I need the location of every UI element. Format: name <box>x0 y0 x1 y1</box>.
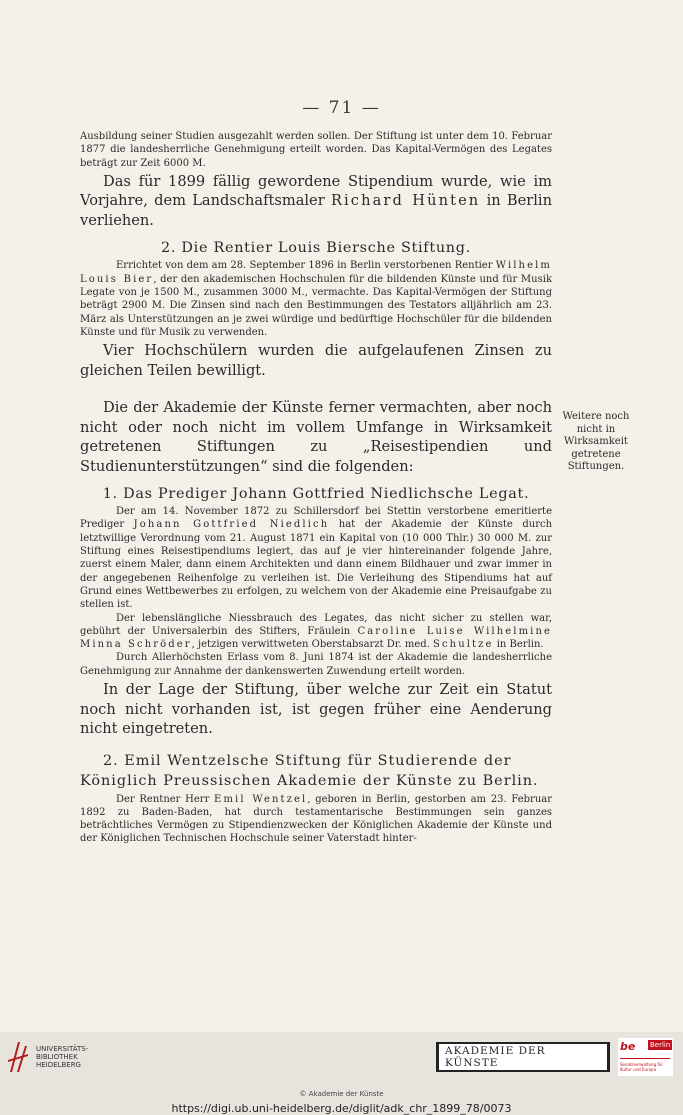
page-number: — 71 — <box>302 98 381 118</box>
paragraph-4: Vier Hochschülern wurden die aufgelaufenen Zinsen zu gleichen Teilen bewilligt. <box>80 342 552 379</box>
permalink-url[interactable]: https://digi.ub.uni-heidelberg.de/diglit/adk_chr_1899_78/0073 <box>171 1102 512 1115</box>
akademie-logo[interactable]: AKADEMIE DER KÜNSTE <box>436 1042 610 1072</box>
logo-divider <box>620 1058 670 1059</box>
paragraph-9: In der Lage der Stiftung, über welche zur Zeit ein Statut noch nicht vorhanden ist, ist gegen früher eine Aenderung nicht eingetreten. <box>80 681 552 738</box>
spacer <box>80 380 552 396</box>
heading-wentzel-stiftung: 2. Emil Wentzelsche Stiftung für Studierende der Königlich Preussischen Akademie der Künste zu Berlin. <box>80 752 539 789</box>
person-name: Johann Gottfried Niedlich <box>133 519 330 531</box>
heading-bier-stiftung: 2. Die Rentier Louis Biersche Stiftung. <box>161 240 471 257</box>
paragraph-3: Errichtet von dem am 28. September 1896 in Berlin verstorbenen Rentier Wilhelm Louis Bier, der den akademischen Hochschulen für die bildenden Künste und für Musik Legate von je 1500 M., zusammen 3000 M., vermachte. Das Kapital-Vermögen der Stiftung beträgt 2900 M. Die Zinsen sind nach den Bestimmungen des Testators alljährlich am 23. März als Unterstützungen an je zwei würdige und bedürftige Hochschüler für die bildenden Künste und für Musik zu verwenden. <box>80 260 552 338</box>
person-name: Emil Wentzel <box>214 793 308 805</box>
berlin-senate-logo[interactable]: be Berlin Senatsverwaltung für Kultur und Europa <box>618 1038 673 1076</box>
person-name: Wilhelm Louis Bier <box>80 260 552 285</box>
heading-niedlich-legat: 1. Das Prediger Johann Gottfried Niedlichsche Legat. <box>102 486 530 503</box>
paragraph-6: Der am 14. November 1872 zu Schillersdorf bei Stettin verstorbene emeritierte Prediger Johann Gottfried Niedlich hat der Akademie der Künste durch letztwillige Verordnung vom 21. August 1871 ein Kapital von (10 000 Thlr.) 30 000 M. zur Stiftung eines Reisestipendiums legiert, das auf je vier hintereinander folgende Jahre, zuerst einem Maler, dann einem Architekten und dann einem Bildhauer und zwar immer in der angegebenen Reihenfolge zu verleihen ist. Die Verleihung des Stipendiums hat auf Grund eines Wettbewerbes zu erfolgen, zu welchem von der Akademie eine Preisaufgabe zu stellen ist. <box>80 506 553 611</box>
ub-heidelberg-logo[interactable] <box>8 1040 88 1074</box>
person-name: Richard Hünten <box>330 192 481 210</box>
person-name: Schultze <box>433 639 494 651</box>
person-name: Caroline Luise Wilhelmine Minna Schröder <box>80 625 553 651</box>
viewer-footer <box>0 1032 683 1115</box>
paragraph-7: Der lebenslängliche Niessbrauch des Legates, das nicht sicher zu stellen war, gebührt der Universalerbin des Stifters, Fräulein Caroline Luise Wilhelmine Minna Schröder, jetzigen verwittweten Oberstabsarzt Dr. med. Schultze in Berlin. <box>80 612 553 651</box>
paragraph-8: Durch Allerhöchsten Erlass vom 8. Juni 1874 ist der Akademie die landesherrliche Genehmigung zur Annahme der dankenswerten Zuwendung erteilt worden. <box>80 652 552 677</box>
margin-note: Weitere noch nicht in Wirksamkeit getretene Stiftungen. <box>562 411 630 472</box>
paragraph-1: Ausbildung seiner Studien ausgezahlt werden sollen. Der Stiftung ist unter dem 10. Februar 1877 die landesherrliche Genehmigung erteilt worden. Das Kapital-Vermögen des Legates beträgt zur Zeit 6000 M. <box>80 131 552 169</box>
copyright-notice: © Akademie der Künste <box>299 1090 384 1098</box>
paragraph-10: Der Rentner Herr Emil Wentzel, geboren in Berlin, gestorben am 23. Februar 1892 zu Baden-Baden, hat durch testamentarische Bestimmungen sein ganzes beträchtliches Vermögen zu Stipendienzwecken der Königlichen Akademie der Künste und der Königlichen Technischen Hochschule seiner Vaterstadt hinter- <box>80 793 552 845</box>
ub-heidelberg-label: UNIVERSITÄTS- BIBLIOTHEK HEIDELBERG <box>36 1045 89 1069</box>
paragraph-5: Die der Akademie der Künste ferner vermachten, aber noch nicht oder noch nicht im vollem Umfange in Wirksamkeit getretenen Stiftungen zu „Reisestipendien und Studienunterstützungen“ sind die folgenden: <box>80 399 552 475</box>
paragraph-2: Das für 1899 fällig gewordene Stipendium wurde, wie im Vorjahre, dem Landschaftsmaler Richard Hünten in Berlin verliehen. <box>80 172 552 229</box>
heidelberg-seal-icon <box>8 1040 30 1074</box>
page-text <box>80 130 552 846</box>
